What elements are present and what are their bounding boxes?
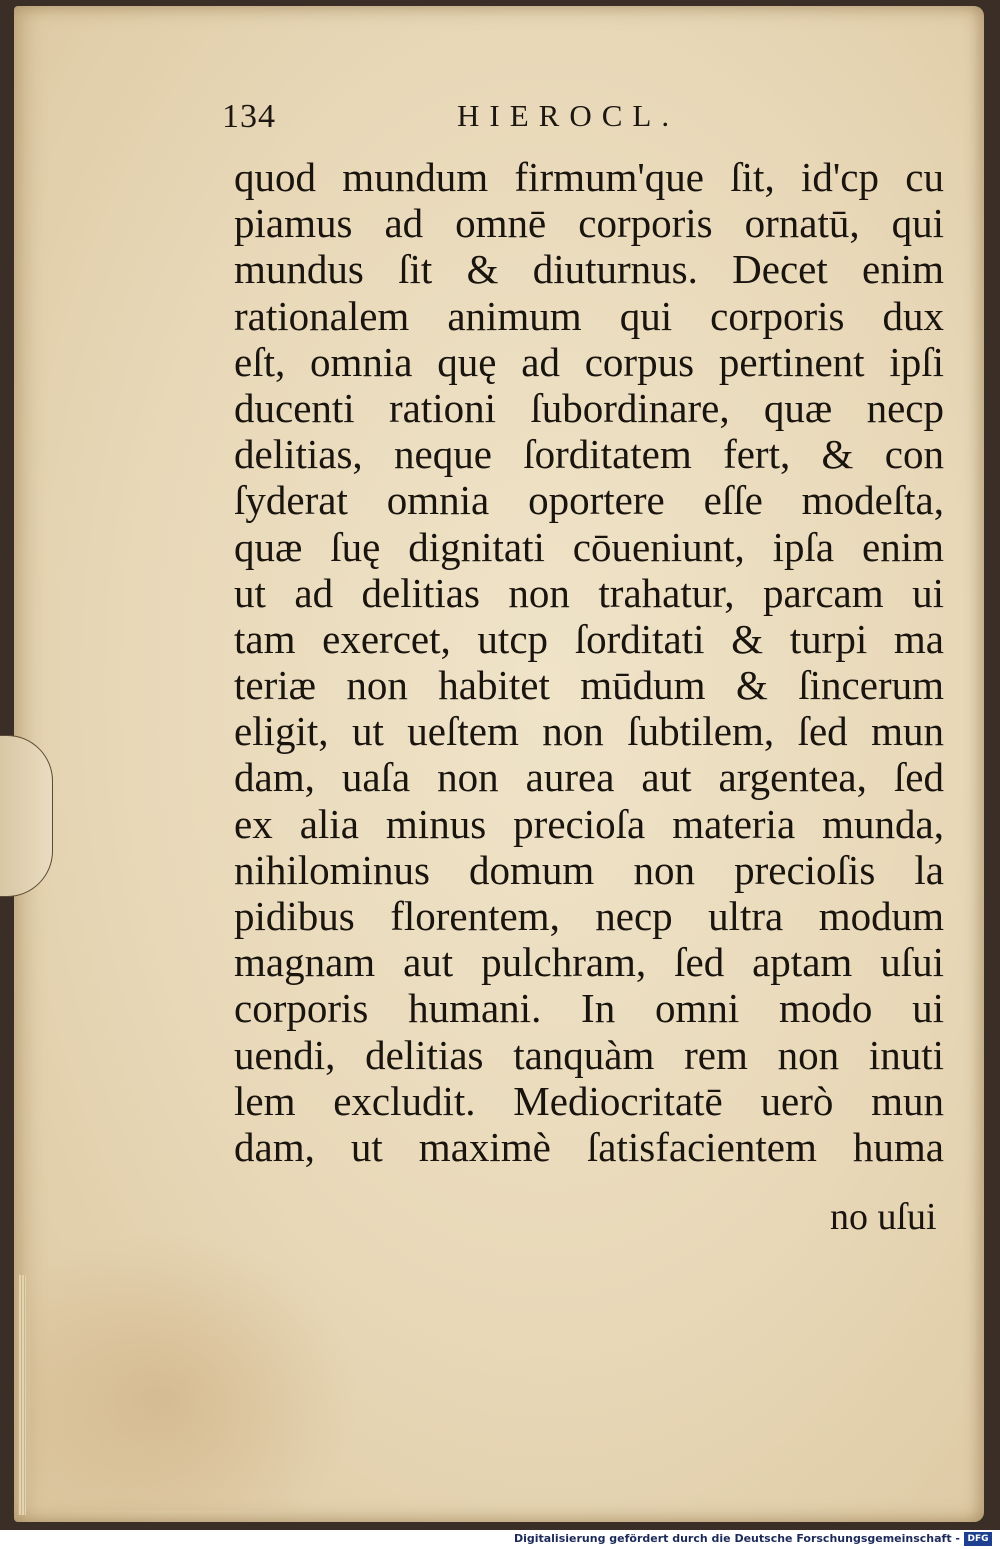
body-text: [234, 154, 944, 1170]
text-line: mundus ſit & diuturnus. Decet enim: [234, 246, 944, 293]
text-line: lem excludit. Mediocritatē uerò mun: [234, 1077, 944, 1124]
paper-stain: [30, 1230, 360, 1510]
text-line: uendi, delitias tanquàm rem non inuti: [234, 1031, 944, 1078]
text-line: teriæ non habitet mūdum & ſincerum: [234, 662, 944, 709]
text-line: quæ ſuę dignitati cōueniunt, ipſa enim: [234, 523, 944, 570]
text-line: dam, ut maximè ſatisfacientem huma: [234, 1123, 944, 1170]
thumb-tab-marker: [0, 735, 53, 897]
text-line: magnam aut pulchram, ſed aptam uſui: [234, 939, 944, 986]
text-line: nihilominus domum non precioſis la: [234, 846, 944, 893]
text-line: corporis humani. In omni modo ui: [234, 985, 944, 1032]
text-line: ſyderat omnia oportere eſſe modeſta,: [234, 477, 944, 524]
running-title: HIEROCL.: [457, 98, 680, 133]
text-line: eligit, ut ueſtem non ſubtilem, ſed mun: [234, 708, 944, 755]
footer-bar: [0, 1530, 1000, 1549]
text-line: ducenti rationi ſubordinare, quæ necp: [234, 384, 944, 431]
page-edges: [18, 1275, 26, 1515]
page-number: 134: [222, 98, 276, 135]
text-line: tam exercet, utcp ſorditati & turpi ma: [234, 615, 944, 662]
text-line: delitias, neque ſorditatem fert, & con: [234, 431, 944, 478]
text-line: pidibus florentem, necp ultra modum: [234, 893, 944, 939]
text-line: ex alia minus precioſa materia munda,: [234, 800, 944, 847]
text-line: rationalem animum qui corporis dux: [234, 292, 944, 339]
text-line: eſt, omnia quę ad corpus pertinent ipſi: [234, 338, 944, 385]
text-line: quod mundum firmum'que ſit, id'cp cu: [234, 154, 944, 200]
catchword: no uſui: [830, 1196, 937, 1238]
page-header: [222, 98, 942, 148]
text-line: piamus ad omnē corporis ornatū, qui: [234, 200, 944, 247]
text-line: dam, uaſa non aurea aut argentea, ſed: [234, 754, 944, 801]
text-line: ut ad delitias non trahatur, parcam ui: [234, 569, 944, 616]
funding-credit: Digitalisierung gefördert durch die Deutsche Forschungsgemeinschaft -: [513, 1532, 960, 1545]
dfg-logo: DFG: [964, 1532, 992, 1546]
